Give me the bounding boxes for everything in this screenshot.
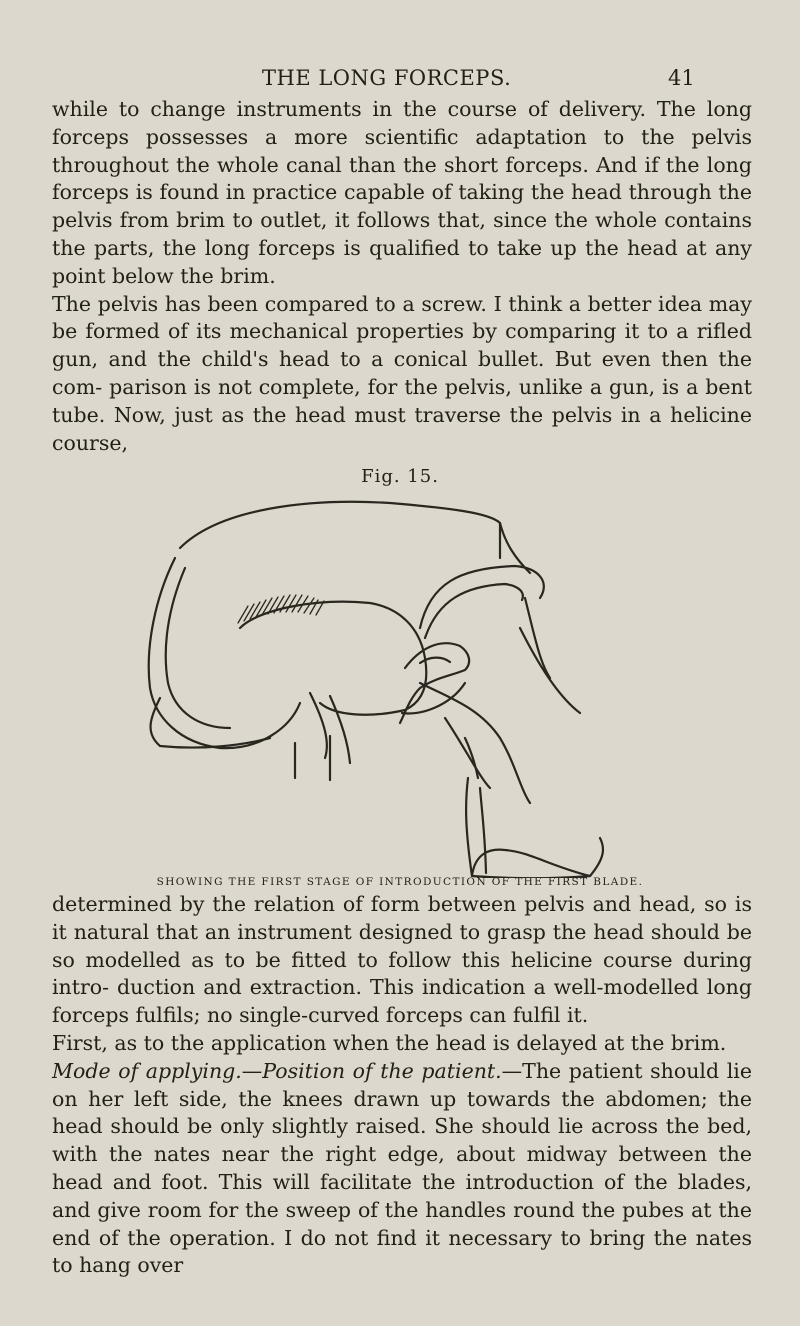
paragraph: First, as to the application when the head is delayed at the brim.	[52, 1030, 727, 1055]
forceps-illustration	[120, 488, 650, 878]
paragraph-body: The patient should lie on her left side, the knees drawn up towards the abdomen; the head should be only slightly raised. She should lie across the bed, with the nates near the right edge, about midway between the head and foot. This will facilitate the introduction of the blades, and give room for the sweep of the handles round the pubes at the end of the operation. I do not find it necessary to bring the nates to hang over	[52, 1058, 752, 1278]
paragraph: while to change instruments in the course of delivery. The long forceps possesses a more scientific adaptation to the pelvis throughout the whole canal than the short forceps. And if the long forceps is found in practice capable of taking the head through the pelvis from brim to outlet, it follows that, since the whole contains the parts, the long forceps is qualified to take up the head at any point below the brim.	[52, 97, 752, 288]
subheading-mode: Mode of applying.	[52, 1058, 242, 1083]
running-head: THE LONG FORCEPS.	[262, 66, 512, 90]
paragraph	[52, 1058, 752, 1280]
figure-label: Fig. 15.	[361, 466, 439, 487]
thigh-outline	[420, 683, 530, 803]
pelvis-outline	[180, 502, 500, 558]
subheading-position: Position of the patient.	[262, 1058, 502, 1083]
page-header	[0, 66, 800, 94]
em-dash: —	[241, 1058, 263, 1083]
text-block-top	[52, 96, 752, 457]
page-number: 41	[668, 66, 695, 90]
fetal-head-outline	[240, 602, 426, 715]
text-block-bottom	[52, 891, 752, 1280]
paragraph: determined by the relation of form between pelvis and head, so is it natural that an instrument designed to grasp the head should be so modelled as to be fitted to follow this helicine course during intro- duction and extraction. This indication a well-modelled long forceps fulfils; no single-curved forceps can fulfil it.	[52, 892, 752, 1028]
em-dash: —	[501, 1058, 523, 1083]
hand-outline	[400, 643, 469, 723]
figure-caption: SHOWING THE FIRST STAGE OF INTRODUCTION OF THE FIRST BLADE.	[156, 876, 644, 888]
paragraph: The pelvis has been compared to a screw. I think a better idea may be formed of its mechanical properties by comparing it to a rifled gun, and the child's head to a conical bullet. But even then the com- parison is not complete, for the pelvis, unlike a gun, is a bent tube. Now, just as the head must traverse the pelvis in a helicine course,	[52, 291, 752, 455]
